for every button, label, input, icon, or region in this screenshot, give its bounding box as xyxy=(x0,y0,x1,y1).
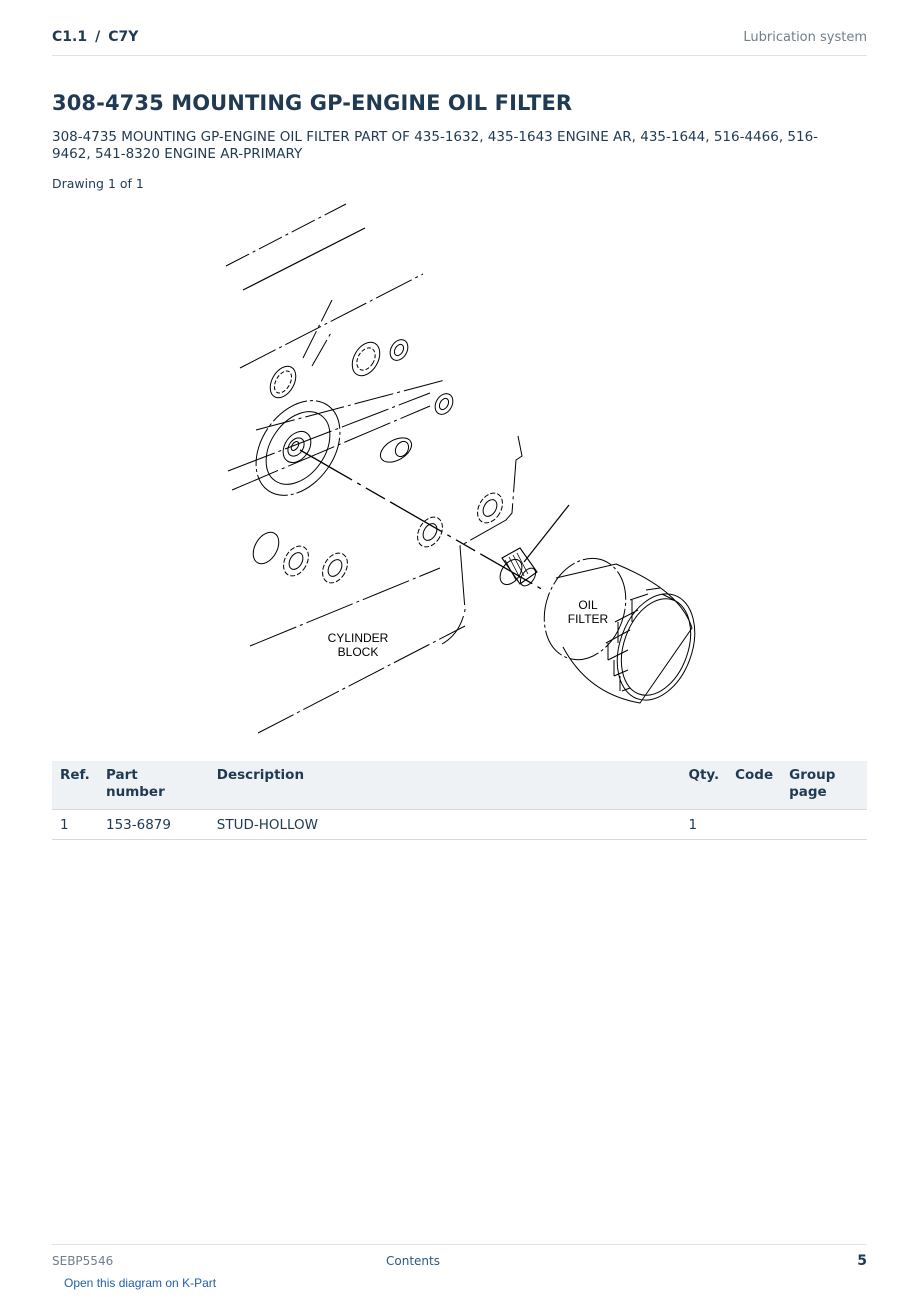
page-header xyxy=(52,28,867,56)
hollow-stud xyxy=(496,548,539,589)
contents-link[interactable]: Contents xyxy=(386,1254,440,1268)
oil-filter-label: OIL xyxy=(578,598,598,612)
bolt-hole xyxy=(265,362,301,402)
cylinder-block-label: CYLINDER xyxy=(327,631,389,645)
leader-line xyxy=(524,505,569,562)
column-header-ref: Ref. xyxy=(52,761,98,810)
bolt-hole xyxy=(248,528,284,568)
assembly-description: 308-4735 MOUNTING GP-ENGINE OIL FILTER PART OF 435-1632, 435-1643 ENGINE AR, 435-1644, 516-4466, 516-9462, 541-8320 ENGINE AR-PRIMARY xyxy=(52,129,819,162)
bolt-hole xyxy=(317,549,352,588)
row-description: STUD-HOLLOW xyxy=(209,810,681,840)
parts-diagram xyxy=(210,198,710,743)
column-header-group-page: Group page xyxy=(781,761,867,810)
open-kpart-link[interactable]: Open this diagram on K-Part xyxy=(64,1276,217,1290)
drawing-label: Drawing 1 of 1 xyxy=(52,176,144,191)
bolt-hole xyxy=(325,557,344,579)
page-title: 308-4735 MOUNTING GP-ENGINE OIL FILTER xyxy=(52,91,573,115)
breadcrumb xyxy=(52,29,138,45)
row-part-number[interactable]: 153-6879 xyxy=(98,810,209,840)
bolt-hole xyxy=(376,433,415,467)
parts-table xyxy=(52,761,867,840)
section-name: Lubrication system xyxy=(743,30,867,45)
bolt-hole xyxy=(353,345,379,374)
cylinder-block-label: BLOCK xyxy=(337,645,379,659)
breadcrumb-separator: / xyxy=(95,29,101,45)
row-ref: 1 xyxy=(52,810,98,840)
block-edge-line xyxy=(232,406,430,490)
bolt-hole xyxy=(480,497,499,519)
bolt-hole xyxy=(393,343,406,357)
bolt-hole xyxy=(347,337,386,380)
bolt-hole xyxy=(393,439,411,459)
block-edge-line xyxy=(240,274,423,368)
column-header-code: Code xyxy=(727,761,781,810)
block-edge-line xyxy=(243,228,365,290)
filter-boss xyxy=(277,426,316,468)
oil-filter-label: FILTER xyxy=(567,612,609,626)
bolt-hole xyxy=(278,542,313,581)
document-id: SEBP5546 xyxy=(52,1254,114,1268)
oil-filter xyxy=(531,547,709,711)
row-code xyxy=(727,810,781,840)
bolt-hole xyxy=(286,550,305,572)
column-header-part-number: Part number xyxy=(98,761,209,810)
breadcrumb-model[interactable]: C1.1 xyxy=(52,29,88,45)
page-number: 5 xyxy=(857,1253,867,1269)
bolt-hole xyxy=(432,390,457,417)
bolt-hole xyxy=(438,397,451,411)
row-qty: 1 xyxy=(680,810,727,840)
bolt-hole xyxy=(271,368,295,396)
assembly-axis-line xyxy=(300,450,545,591)
block-edge-line xyxy=(226,204,346,266)
breadcrumb-variant[interactable]: C7Y xyxy=(108,29,139,45)
column-header-qty: Qty. xyxy=(680,761,727,810)
block-flange-line xyxy=(442,436,522,644)
row-group-page xyxy=(781,810,867,840)
filter-boss xyxy=(239,385,358,511)
bolt-hole xyxy=(387,336,412,363)
column-header-description: Description xyxy=(209,761,681,810)
table-row xyxy=(52,810,867,840)
page-footer xyxy=(52,1244,867,1275)
parts-table-header xyxy=(52,761,867,810)
filter-boss xyxy=(253,400,343,497)
